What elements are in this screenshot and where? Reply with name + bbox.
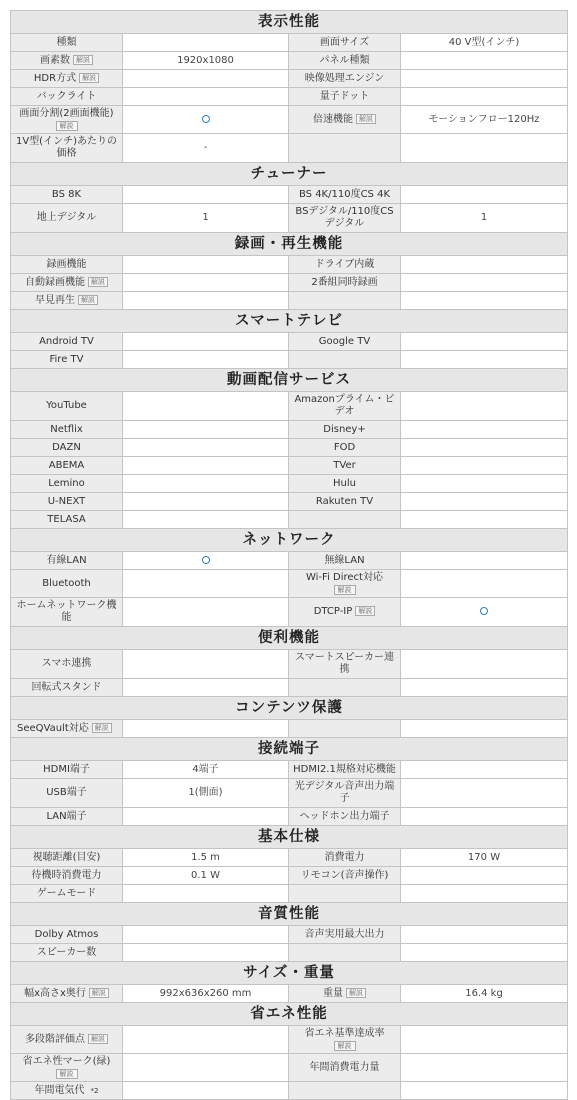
help-badge-ff[interactable]: 解説 [78,295,98,305]
label-ff [11,292,123,310]
value-backlight [123,88,289,106]
value-engine [401,70,568,88]
label-wifi-direct-text: Wi-Fi Direct対応 [306,572,383,583]
label-hdmi21: HDMI2.1規格対応機能 [289,761,401,779]
label-weight-text: 重量 [323,987,343,999]
empty-cell [401,679,568,697]
label-eco-rate [289,1026,401,1054]
empty-cell [289,944,401,962]
value-pixels: 1920x1080 [123,52,289,70]
empty-cell [289,679,401,697]
value-optical [401,779,568,808]
help-badge-weight[interactable]: 解説 [346,988,366,998]
value-dtcp [401,598,568,627]
section-smarttv: スマートテレビ [11,310,568,333]
value-lemino [123,475,289,493]
value-tver [401,457,568,475]
section-streaming: 動画配信サービス [11,369,568,392]
value-home-network [123,598,289,627]
label-wired-lan: 有線LAN [11,552,123,570]
label-auto-rec [11,274,123,292]
value-rec [123,256,289,274]
label-terrestrial: 地上デジタル [11,204,123,233]
label-fod: FOD [289,439,401,457]
label-abema: ABEMA [11,457,123,475]
help-badge-dtcp[interactable]: 解説 [355,606,375,616]
value-quantum [401,88,568,106]
label-dimensions [11,985,123,1003]
empty-cell [289,134,401,163]
value-annual-cost [123,1082,289,1100]
value-eco-mark [123,1054,289,1082]
value-hdr [123,70,289,88]
value-wifi-direct [401,570,568,598]
label-dazn: DAZN [11,439,123,457]
label-type: 種類 [11,34,123,52]
label-audio-out: 音声実用最大出力 [289,926,401,944]
label-rec: 録画機能 [11,256,123,274]
value-drive [401,256,568,274]
section-audio: 音質性能 [11,903,568,926]
label-split [11,106,123,134]
value-seeqvault [123,720,289,738]
value-bs8k [123,186,289,204]
circle-icon [202,115,210,123]
label-remote: リモコン(音声操作) [289,867,401,885]
empty-cell [401,351,568,369]
label-annual-cost [11,1082,123,1100]
footnote-mark[interactable]: *2 [90,1086,99,1095]
value-hulu [401,475,568,493]
label-usb: USB端子 [11,779,123,808]
label-dtcp-text: DTCP-IP [313,606,353,617]
section-ports: 接続端子 [11,738,568,761]
label-hdr [11,70,123,88]
label-bs8k: BS 8K [11,186,123,204]
value-dolby [123,926,289,944]
section-display: 表示性能 [11,11,568,34]
empty-cell [401,134,568,163]
label-annual-power: 年間消費電力量 [289,1054,401,1082]
spec-table [10,10,567,1100]
label-hdr-text: HDR方式 [33,72,77,84]
label-multi-eval-text: 多段階評価点 [25,1033,85,1045]
value-wired-lan [123,552,289,570]
help-badge-pixels[interactable]: 解説 [73,55,93,65]
label-annual-cost-text: 年間電気代 [34,1084,85,1096]
value-audio-out [401,926,568,944]
circle-icon [202,556,210,564]
value-rakuten [401,493,568,511]
label-bluetooth: Bluetooth [11,570,123,598]
empty-cell [289,720,401,738]
value-smartphone [123,650,289,679]
value-fod [401,439,568,457]
value-disney [401,421,568,439]
help-badge-hdr[interactable]: 解説 [79,73,99,83]
empty-cell [401,720,568,738]
label-home-network: ホームネットワーク機能 [11,598,123,627]
value-bs4k [401,186,568,204]
value-power: 170 W [401,849,568,867]
label-optical: 光デジタル音声出力端子 [289,779,401,808]
label-eco-mark-text: 省エネ性マーク(緑) [22,1056,111,1067]
label-multi-eval [11,1026,123,1054]
help-badge-auto-rec[interactable]: 解説 [88,277,108,287]
label-headphone: ヘッドホン出力端子 [289,808,401,826]
value-split [123,106,289,134]
label-netflix: Netflix [11,421,123,439]
value-firetv [123,351,289,369]
value-speakers [123,944,289,962]
value-bs-digital[interactable]: 1 [401,204,568,233]
value-distance[interactable]: 1.5 m [123,849,289,867]
value-dual-rec [401,274,568,292]
label-wireless-lan: 無線LAN [289,552,401,570]
value-amazon [401,392,568,421]
label-hulu: Hulu [289,475,401,493]
empty-cell [401,885,568,903]
help-badge-seeqvault[interactable]: 解説 [92,723,112,733]
value-screen-size[interactable]: 40 V型(インチ) [401,34,568,52]
label-smart-speaker: スマートスピーカー連携 [289,650,401,679]
label-engine: 映像処理エンジン [289,70,401,88]
label-speed [289,106,401,134]
label-pixels [11,52,123,70]
section-size: サイズ・重量 [11,962,568,985]
circle-icon [480,607,488,615]
empty-cell [289,292,401,310]
value-eco-rate [401,1026,568,1054]
value-telasa [123,511,289,529]
value-abema [123,457,289,475]
label-lemino: Lemino [11,475,123,493]
value-weight[interactable]: 16.4 kg [401,985,568,1003]
value-panel [401,52,568,70]
label-unext: U-NEXT [11,493,123,511]
value-headphone [401,808,568,826]
label-android: Android TV [11,333,123,351]
section-tuner: チューナー [11,163,568,186]
value-android [123,333,289,351]
label-eco-mark [11,1054,123,1082]
label-speakers: スピーカー数 [11,944,123,962]
value-remote [401,867,568,885]
section-recording: 録画・再生機能 [11,233,568,256]
help-badge-eco-rate[interactable]: 解説 [334,1041,356,1051]
label-price-per-inch: 1V型(インチ)あたりの価格 [11,134,123,163]
value-dimensions: 992x636x260 mm [123,985,289,1003]
label-backlight: バックライト [11,88,123,106]
value-type [123,34,289,52]
help-badge-eco-mark[interactable]: 解説 [56,1069,78,1079]
help-badge-split[interactable]: 解説 [56,121,78,131]
value-smart-speaker [401,650,568,679]
label-disney: Disney+ [289,421,401,439]
section-convenience: 便利機能 [11,627,568,650]
value-unext [123,493,289,511]
label-wifi-direct [289,570,401,598]
label-google: Google TV [289,333,401,351]
section-eco: 省エネ性能 [11,1003,568,1026]
value-wireless-lan [401,552,568,570]
label-youtube: YouTube [11,392,123,421]
value-stand [123,679,289,697]
label-seeqvault [11,720,123,738]
value-bluetooth [123,570,289,598]
label-dtcp [289,598,401,627]
value-ff [123,292,289,310]
empty-cell [289,511,401,529]
label-hdmi: HDMI端子 [11,761,123,779]
label-weight [289,985,401,1003]
label-distance: 視聴距離(目安) [11,849,123,867]
value-price-per-inch: - [123,134,289,163]
label-seeqvault-text: SeeQVault対応 [17,722,89,734]
label-lan: LAN端子 [11,808,123,826]
label-power: 消費電力 [289,849,401,867]
label-ff-text: 早見再生 [35,294,75,306]
label-smartphone: スマホ連携 [11,650,123,679]
label-panel: パネル種類 [289,52,401,70]
value-standby: 0.1 W [123,867,289,885]
value-speed: モーションフロー120Hz [401,106,568,134]
label-split-text: 画面分割(2画面機能) [19,108,114,119]
value-dazn [123,439,289,457]
empty-cell [401,944,568,962]
section-basic: 基本仕様 [11,826,568,849]
value-multi-eval [123,1026,289,1054]
value-usb: 1(側面) [123,779,289,808]
help-badge-speed[interactable]: 解説 [356,114,376,124]
value-annual-power [401,1054,568,1082]
section-content: コンテンツ保護 [11,697,568,720]
label-drive: ドライブ内蔵 [289,256,401,274]
value-google [401,333,568,351]
empty-cell [289,885,401,903]
label-tver: TVer [289,457,401,475]
value-hdmi: 4端子 [123,761,289,779]
label-stand: 回転式スタンド [11,679,123,697]
section-network: ネットワーク [11,529,568,552]
empty-cell [401,511,568,529]
empty-cell [401,1082,568,1100]
empty-cell [401,292,568,310]
label-dolby: Dolby Atmos [11,926,123,944]
value-youtube [123,392,289,421]
label-firetv: Fire TV [11,351,123,369]
label-speed-text: 倍速機能 [313,113,353,125]
label-screen-size: 画面サイズ [289,34,401,52]
label-game: ゲームモード [11,885,123,903]
label-bs-digital: BSデジタル/110度CSデジタル [289,204,401,233]
help-badge-wifi-direct[interactable]: 解説 [334,585,356,595]
value-game [123,885,289,903]
label-rakuten: Rakuten TV [289,493,401,511]
value-auto-rec [123,274,289,292]
empty-cell [289,351,401,369]
label-eco-rate-text: 省エネ基準達成率 [304,1028,385,1039]
value-terrestrial[interactable]: 1 [123,204,289,233]
label-amazon: Amazonプライム・ビデオ [289,392,401,421]
label-pixels-text: 画素数 [40,54,70,66]
value-lan [123,808,289,826]
label-standby: 待機時消費電力 [11,867,123,885]
label-quantum: 量子ドット [289,88,401,106]
help-badge-multi-eval[interactable]: 解説 [88,1034,108,1044]
label-dual-rec: 2番組同時録画 [289,274,401,292]
label-telasa: TELASA [11,511,123,529]
value-netflix [123,421,289,439]
value-hdmi21 [401,761,568,779]
empty-cell [289,1082,401,1100]
help-badge-dimensions[interactable]: 解説 [89,988,109,998]
label-bs4k: BS 4K/110度CS 4K [289,186,401,204]
label-auto-rec-text: 自動録画機能 [25,276,85,288]
label-dimensions-text: 幅x高さx奥行 [24,987,86,999]
